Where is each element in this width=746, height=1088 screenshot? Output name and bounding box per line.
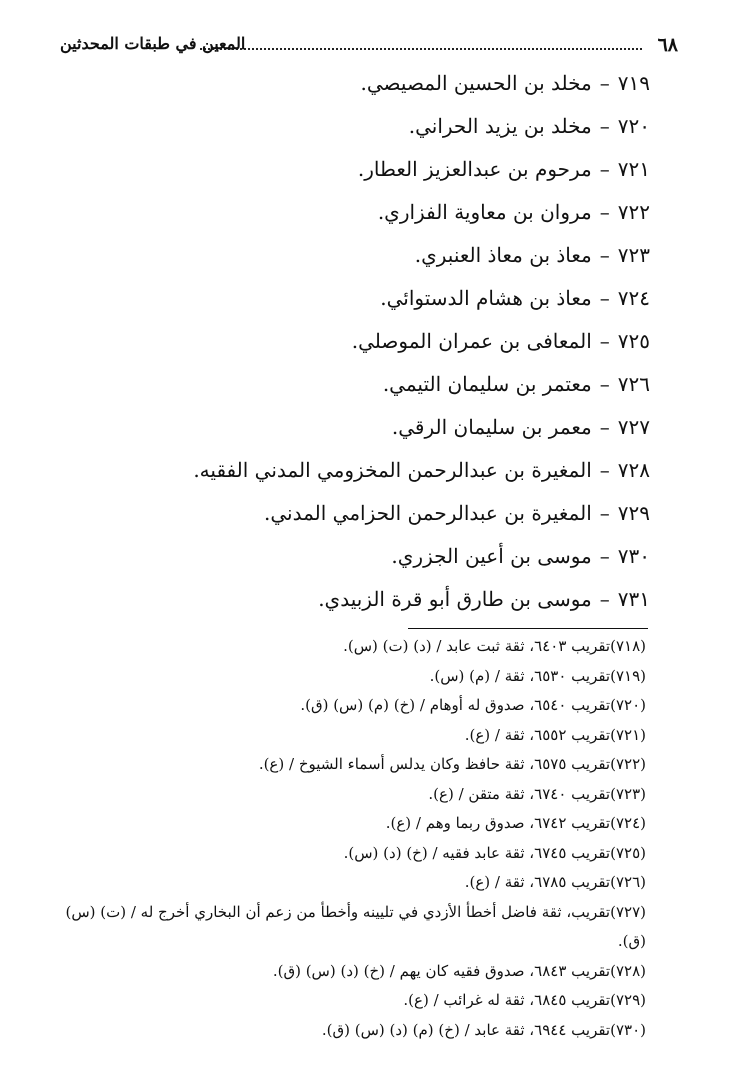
footnote-text: تقريب ٦٤٠٣، ثقة ثبت عابد / (د) (ت) (س).	[343, 637, 611, 655]
dash: –	[599, 71, 610, 95]
entry-text: المعافى بن عمران الموصلي.	[351, 329, 592, 353]
entry-number: ٧٢٥	[617, 329, 650, 353]
entry-text: موسى بن أعين الجزري.	[391, 544, 592, 568]
entry-list	[40, 62, 650, 621]
footnote	[40, 780, 646, 810]
footnote	[40, 1016, 646, 1046]
dash: –	[599, 114, 610, 138]
footnote-text: تقريب ٦٥٤٠، صدوق له أوهام / (خ) (م) (س) (ق).	[300, 696, 611, 714]
list-item	[40, 105, 650, 148]
entry-number: ٧٢٩	[617, 501, 650, 525]
footnote	[40, 632, 646, 662]
footnote-number: (٧٢١)	[610, 725, 646, 744]
footnote-text: تقريب ٦٥٧٥، ثقة حافظ وكان يدلس أسماء الشيوخ / (ع).	[258, 755, 611, 773]
list-item	[40, 234, 650, 277]
list-item	[40, 191, 650, 234]
footnote-text: تقريب ٦٧٤٢، صدوق ربما وهم / (ع).	[385, 814, 611, 832]
footnote	[40, 986, 646, 1016]
footnote-number: (٧٢٩)	[610, 991, 646, 1009]
entry-text: مرحوم بن عبدالعزيز العطار.	[357, 157, 592, 181]
running-title: المعين في طبقات المحدثين	[60, 34, 246, 53]
dash: –	[599, 587, 610, 611]
list-item	[40, 363, 650, 406]
footnote-text: تقريب ٦٥٣٠، ثقة / (م) (س).	[429, 666, 611, 685]
footnote-number: (٧٣٠)	[610, 1020, 646, 1039]
dash: –	[599, 458, 610, 482]
entry-text: مخلد بن يزيد الحراني.	[408, 114, 592, 138]
footnote	[40, 691, 646, 721]
page-number: ٦٨	[657, 34, 678, 56]
dash: –	[599, 501, 610, 525]
footnote-number: (٧٢٨)	[610, 961, 646, 980]
list-item	[40, 578, 650, 621]
footnote-text: تقريب ٦٩٤٤، ثقة عابد / (خ) (م) (د) (س) (ق).	[321, 1020, 611, 1039]
footnotes	[40, 632, 646, 1045]
entry-text: معاذ بن معاذ العنبري.	[414, 243, 592, 267]
page-header	[60, 34, 678, 64]
entry-text: مخلد بن الحسين المصيصي.	[360, 71, 592, 95]
entry-text: معاذ بن هشام الدستوائي.	[380, 286, 592, 310]
dash: –	[599, 157, 610, 181]
list-item	[40, 492, 650, 535]
list-item	[40, 449, 650, 492]
footnote-text: تقريب ٦٧٤٠، ثقة متقن / (ع).	[428, 784, 611, 803]
entry-number: ٧٢٨	[617, 458, 650, 482]
footnote-text: تقريب ٦٨٤٣، صدوق فقيه كان يهم / (خ) (د) (س) (ق).	[272, 961, 611, 980]
footnote	[40, 721, 646, 751]
footnote-text: تقريب ٦٨٤٥، ثقة له غرائب / (ع).	[403, 991, 611, 1009]
footnote-number: (٧٢٥)	[610, 843, 646, 862]
footnote-number: (٧٢٦)	[610, 873, 646, 891]
footnote	[40, 750, 646, 780]
footnote-number: (٧٢٠)	[610, 696, 646, 714]
footnote	[40, 662, 646, 692]
entry-number: ٧١٩	[617, 71, 650, 95]
footnote	[40, 898, 646, 957]
footnote	[40, 957, 646, 987]
dash: –	[599, 329, 610, 353]
dash: –	[599, 372, 610, 396]
dash: –	[599, 415, 610, 439]
list-item	[40, 406, 650, 449]
entry-text: المغيرة بن عبدالرحمن المخزومي المدني الفقيه.	[193, 458, 592, 482]
footnote	[40, 809, 646, 839]
footnote-text: تقريب ٦٥٥٢، ثقة / (ع).	[464, 725, 611, 744]
entry-text: معمر بن سليمان الرقي.	[391, 415, 592, 439]
dash: –	[599, 200, 610, 224]
entry-number: ٧٢٤	[617, 286, 650, 310]
footnote-text: تقريب ٦٧٤٥، ثقة عابد فقيه / (خ) (د) (س).	[343, 843, 611, 862]
header-dotted-leader	[200, 48, 642, 50]
footnote-number: (٧١٨)	[610, 637, 646, 655]
entry-number: ٧٢٧	[617, 415, 650, 439]
entry-number: ٧٢١	[617, 157, 650, 181]
list-item	[40, 535, 650, 578]
entry-text: المغيرة بن عبدالرحمن الحزامي المدني.	[263, 501, 592, 525]
footnote	[40, 868, 646, 898]
dash: –	[599, 544, 610, 568]
entry-number: ٧٢٦	[617, 372, 650, 396]
entry-number: ٧٢٣	[617, 243, 650, 267]
list-item	[40, 277, 650, 320]
entry-number: ٧٣١	[617, 587, 650, 611]
list-item	[40, 148, 650, 191]
footnote-number: (٧٢٧)	[610, 902, 646, 921]
footnote-separator	[408, 628, 648, 629]
entry-text: مروان بن معاوية الفزاري.	[377, 200, 592, 224]
entry-number: ٧٢٠	[617, 114, 650, 138]
footnote-text: تقريب ٦٧٨٥، ثقة / (ع).	[464, 873, 611, 891]
dash: –	[599, 286, 610, 310]
list-item	[40, 62, 650, 105]
footnote-number: (٧٢٤)	[610, 814, 646, 832]
footnote-number: (٧٢٢)	[610, 755, 646, 773]
entry-text: موسى بن طارق أبو قرة الزبيدي.	[318, 587, 592, 611]
entry-text: معتمر بن سليمان التيمي.	[382, 372, 592, 396]
footnote-number: (٧٢٣)	[610, 784, 646, 803]
footnote-text: تقريب، ثقة فاضل أخطأ الأزدي في تليينه وأخطأ من زعم أن البخاري أخرج له / (ت) (س) (ق).	[65, 902, 646, 950]
dash: –	[599, 243, 610, 267]
footnote-number: (٧١٩)	[610, 666, 646, 685]
list-item	[40, 320, 650, 363]
entry-number: ٧٢٢	[617, 200, 650, 224]
footnote	[40, 839, 646, 869]
entry-number: ٧٣٠	[617, 544, 650, 568]
